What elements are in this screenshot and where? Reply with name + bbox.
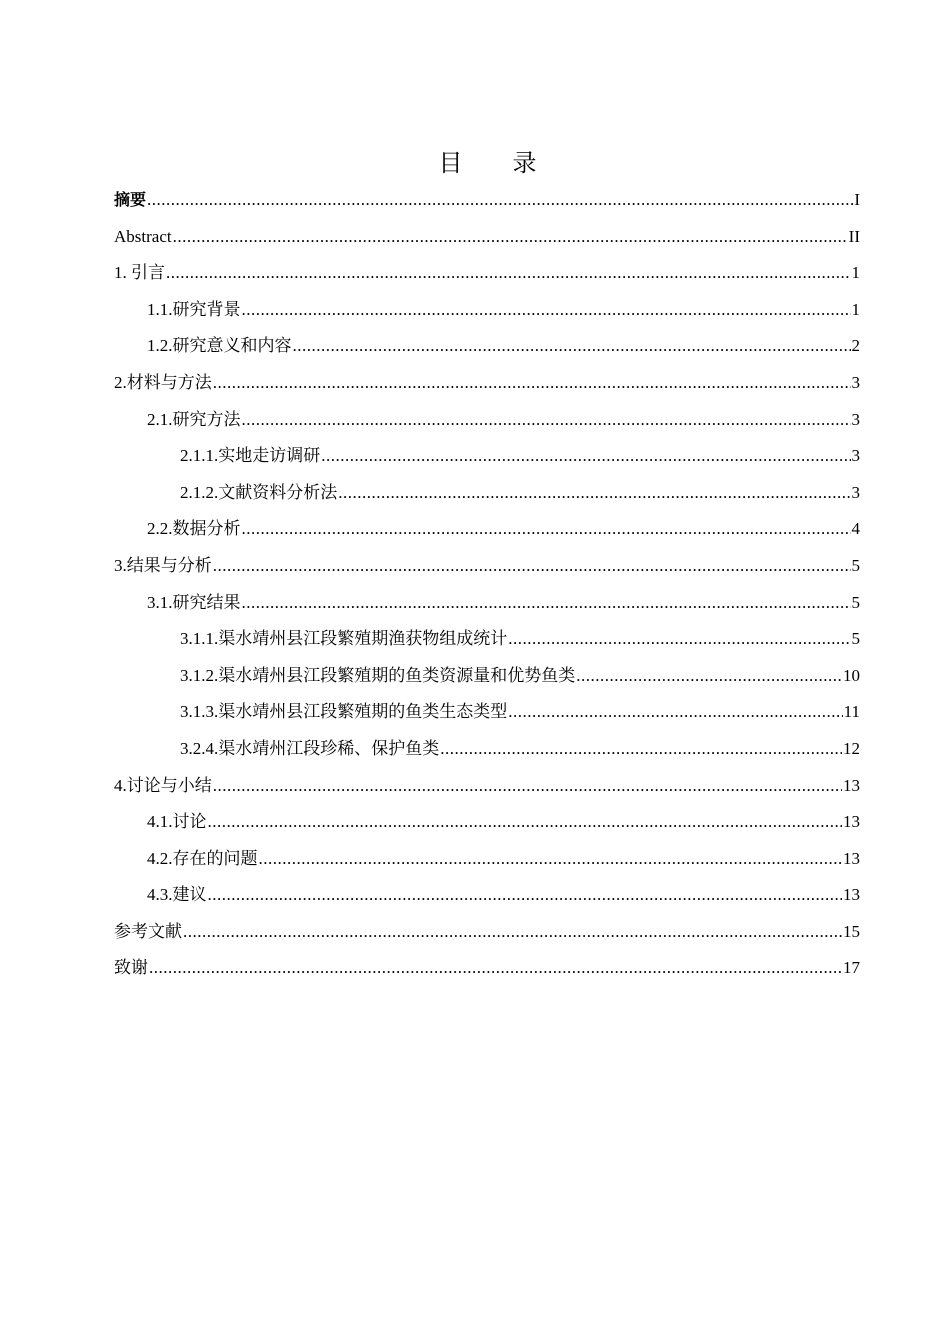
toc-entry-page: 17 [843,958,860,978]
toc-entry-page: 4 [851,519,860,539]
toc-entry[interactable] [114,914,860,951]
toc-entry[interactable] [114,768,860,805]
toc-leader [242,402,851,439]
toc-title-char-1: 目 [438,149,463,177]
toc-entry-label: 3.1.2.渠水靖州县江段繁殖期的鱼类资源量和优势鱼类 [180,665,576,685]
toc-leader [576,658,842,695]
toc-entry-page: 5 [851,629,860,649]
toc-entry-label: 4.1.讨论 [147,812,207,832]
toc-entry-page: 1 [851,263,860,283]
toc-entry[interactable] [114,292,860,329]
toc-leader [440,731,842,768]
toc-entry-label: 1. 引言 [114,263,165,283]
toc-title [0,146,950,180]
toc-leader [259,841,843,878]
toc-entry[interactable] [114,841,860,878]
toc-entry-label: 3.1.3.渠水靖州县江段繁殖期的鱼类生态类型 [180,702,508,722]
toc-entry[interactable] [114,438,860,475]
toc-leader [293,328,851,365]
toc-entry[interactable] [114,804,860,841]
toc-entry[interactable] [114,548,860,585]
toc-leader [508,621,850,658]
toc-entry-label: 2.材料与方法 [114,372,212,392]
toc-entry[interactable] [114,950,860,987]
toc-entry-label: 3.1.研究结果 [147,592,241,612]
toc-title-char-2: 录 [512,149,537,177]
toc-leader [242,511,851,548]
toc-entry-page: 3 [851,372,860,392]
toc-leader [321,438,850,475]
toc-entry-label: 4.3.建议 [147,885,207,905]
toc-leader [183,914,842,951]
toc-entry[interactable] [114,402,860,439]
toc-entry-label: Abstract [114,226,172,246]
toc-entry[interactable] [114,511,860,548]
toc-leader [173,219,848,256]
toc-entry-page: II [848,226,860,246]
toc-entry-label: 参考文献 [114,921,182,941]
toc-entry-page: 13 [843,775,860,795]
toc-entry-page: 12 [843,738,860,758]
toc-entry[interactable] [114,731,860,768]
toc-entry-label: 2.2.数据分析 [147,519,241,539]
toc-leader [242,292,851,329]
toc-entry-page: 5 [851,592,860,612]
toc-entry-label: 4.讨论与小结 [114,775,212,795]
toc-entry[interactable] [114,585,860,622]
toc-entry-label: 2.1.1.实地走访调研 [180,446,321,466]
toc-entry-page: I [854,190,860,209]
toc-entry-page: 3 [851,409,860,429]
toc-leader [147,182,853,219]
toc-entry-page: 3 [851,446,860,466]
toc-entry-page: 2 [851,336,860,356]
toc-entry-label: 1.1.研究背景 [147,299,241,319]
toc-entry-page: 15 [843,921,860,941]
toc-leader [149,950,842,987]
toc-entry[interactable] [114,219,860,256]
toc-entry-label: 3.2.4.渠水靖州江段珍稀、保护鱼类 [180,738,440,758]
toc-entry-label: 4.2.存在的问题 [147,848,258,868]
toc-entry[interactable] [114,658,860,695]
toc-leader [508,694,842,731]
toc-leader [213,548,851,585]
toc-entry-label: 3.结果与分析 [114,555,212,575]
toc-entry-label: 3.1.1.渠水靖州县江段繁殖期渔获物组成统计 [180,629,508,649]
toc-entry-page: 10 [843,665,860,685]
toc-entry-page: 13 [843,885,860,905]
toc-entry-label: 致谢 [114,958,148,978]
toc-leader [338,475,850,512]
toc-entry-label: 2.1.2.文献资料分析法 [180,482,338,502]
toc-leader [166,255,851,292]
toc-entry[interactable] [114,621,860,658]
toc-entry-page: 1 [851,299,860,319]
toc-leader [213,365,851,402]
toc-entry[interactable] [114,182,860,219]
toc-entry[interactable] [114,365,860,402]
toc-entry-label: 摘要 [114,190,147,209]
toc-leader [208,877,843,914]
toc-entry-page: 5 [851,555,860,575]
toc-entry-page: 3 [851,482,860,502]
toc-entry-page: 13 [843,812,860,832]
toc-entry[interactable] [114,694,860,731]
toc-entry-label: 1.2.研究意义和内容 [147,336,292,356]
table-of-contents [114,182,860,987]
toc-entry[interactable] [114,328,860,365]
toc-entry-page: 11 [843,702,860,722]
toc-leader [242,585,851,622]
toc-leader [213,768,842,805]
toc-entry-label: 2.1.研究方法 [147,409,241,429]
toc-entry-page: 13 [843,848,860,868]
toc-entry[interactable] [114,255,860,292]
toc-entry[interactable] [114,877,860,914]
toc-leader [208,804,843,841]
toc-entry[interactable] [114,475,860,512]
